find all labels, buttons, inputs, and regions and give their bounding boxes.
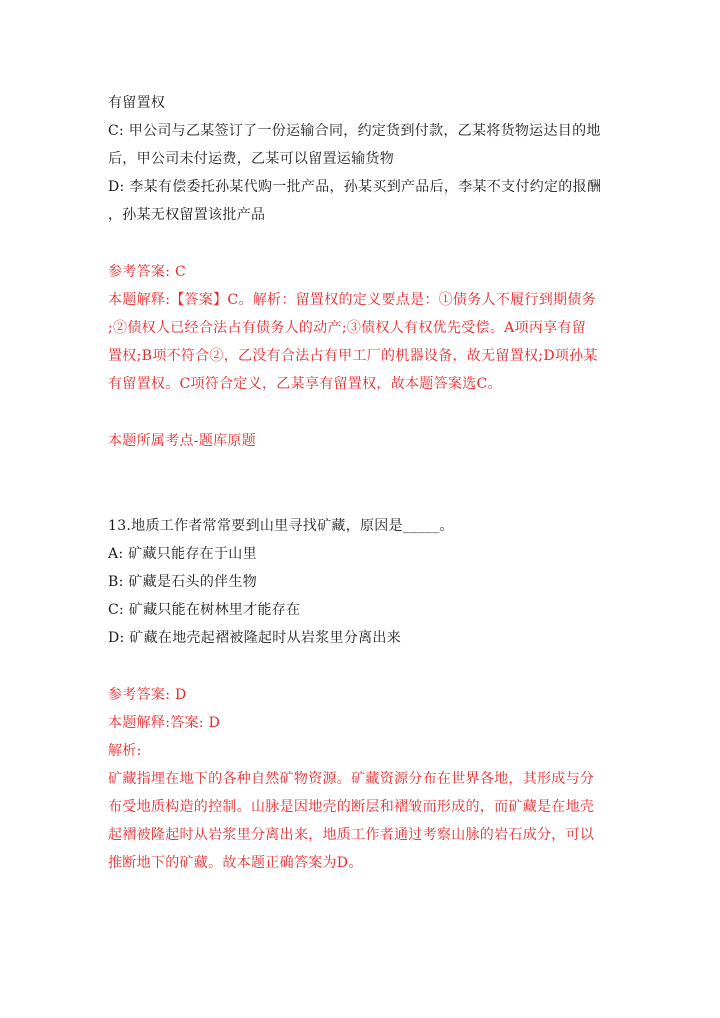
q12-option-c-line1: C: 甲公司与乙某签订了一份运输合同，约定货到付款，乙某将货物运达目的地 <box>108 123 601 139</box>
q13-analysis-line2: 布受地质构造的控制。山脉是因地壳的断层和褶皱而形成的，而矿藏是在地壳 <box>108 799 595 815</box>
q12-option-d-line1: D: 李某有偿委托孙某代购一批产品，孙某买到产品后，李某不支付约定的报酬 <box>108 179 602 195</box>
q13-answer: 参考答案: D <box>108 687 187 703</box>
q13-option-a: A: 矿藏只能存在于山里 <box>108 546 257 562</box>
q13-option-d: D: 矿藏在地壳起褶被隆起时从岩浆里分离出来 <box>108 630 401 646</box>
q13-analysis-line3: 起褶被隆起时从岩浆里分离出来，地质工作者通过考察山脉的岩石成分，可以 <box>108 827 595 843</box>
q12-explanation-line1: 本题解释:【答案】C。解析：留置权的定义要点是：①债务人不履行到期债务 <box>108 292 596 308</box>
q13-analysis-label: 解析: <box>108 743 142 759</box>
q13-analysis-line4: 推断地下的矿藏。故本题正确答案为D。 <box>108 855 363 871</box>
q12-explanation-line4: 有留置权。C项符合定义，乙某享有留置权，故本题答案选C。 <box>108 376 502 392</box>
q12-explanation-line3: 置权;B项不符合②，乙没有合法占有甲工厂的机器设备，故无留置权;D项孙某 <box>108 348 598 364</box>
q13-explanation-label: 本题解释:答案: D <box>108 715 221 731</box>
q12-option-c-line2: 后，甲公司未付运费，乙某可以留置运输货物 <box>108 151 394 167</box>
q12-answer: 参考答案: C <box>108 264 186 280</box>
q12-source: 本题所属考点-题库原题 <box>108 433 257 449</box>
q13-option-b: B: 矿藏是石头的伴生物 <box>108 574 258 590</box>
q13-analysis-line1: 矿藏指埋在地下的各种自然矿物资源。矿藏资源分布在世界各地，其形成与分 <box>108 771 595 787</box>
q13-option-c: C: 矿藏只能在树林里才能存在 <box>108 602 301 618</box>
q12-stem-tail: 有留置权 <box>108 95 166 111</box>
q12-explanation-line2: ;②债权人已经合法占有债务人的动产;③债权人有权优先受偿。A项丙享有留 <box>108 320 587 336</box>
q12-option-d-line2: ，孙某无权留置该批产品 <box>108 207 266 223</box>
q13-stem: 13.地质工作者常常要到山里寻找矿藏，原因是_____。 <box>108 518 454 534</box>
